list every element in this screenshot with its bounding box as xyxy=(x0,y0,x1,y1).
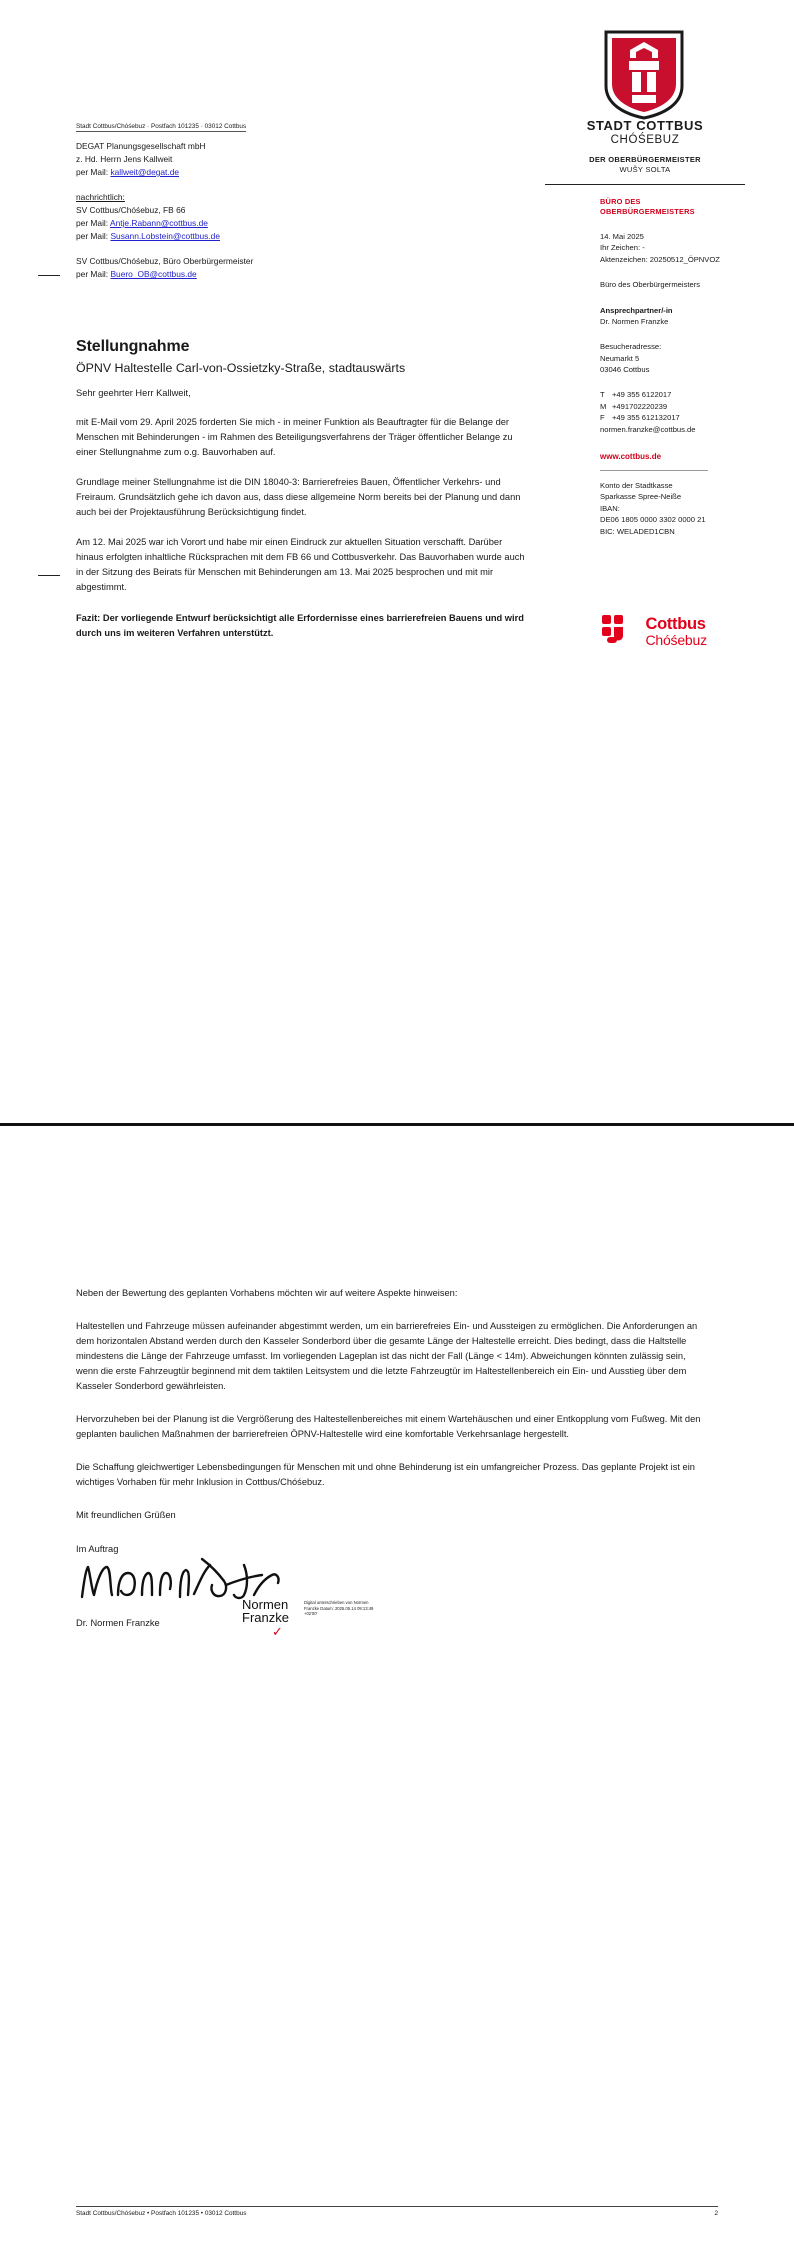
page-footer xyxy=(76,2206,718,2217)
cottbus-logo-line1: Cottbus xyxy=(645,614,706,633)
your-reference: Ihr Zeichen: - xyxy=(600,243,645,253)
letter-subtitle: ÖPNV Haltestelle Carl-von-Ossietzky-Straße, stadtauswärts xyxy=(76,361,406,375)
letter-body-page2 xyxy=(76,1286,706,1575)
iban-label: IBAN: xyxy=(600,503,620,513)
cc3-mail-row xyxy=(76,268,436,281)
cc2-mail-row xyxy=(76,230,436,243)
visitor-street: Neumarkt 5 xyxy=(600,353,640,363)
cc1-mail-link[interactable]: Antje.Rabann@cottbus.de xyxy=(109,218,208,229)
cc1-mail-row xyxy=(76,217,436,230)
contact-email[interactable]: normen.franzke@cottbus.de xyxy=(600,424,696,434)
bic-value: BIC: WELADED1CBN xyxy=(600,526,675,536)
phone-number: +49 355 6122017 xyxy=(612,390,672,400)
website-link[interactable]: www.cottbus.de xyxy=(600,452,662,462)
cc2-mail-label: per Mail: xyxy=(76,231,111,242)
office-name: Büro des Oberbürgermeisters xyxy=(600,280,701,290)
cc3-block xyxy=(76,255,436,281)
cc1-org: SV Cottbus/Chóśebuz, FB 66 xyxy=(76,205,186,216)
cottbus-coat-of-arms-icon xyxy=(602,28,686,120)
footer-text: Stadt Cottbus/Chóśebuz • Postfach 101235 • 03012 Cottbus xyxy=(76,2210,247,2217)
brand-department: DER OBERBÜRGERMEISTER xyxy=(589,155,701,164)
recipient-person: z. Hd. Herrn Jens Kallweit xyxy=(76,154,173,165)
brand-city: STADT COTTBUS xyxy=(586,118,704,133)
contact-details-block xyxy=(600,389,760,435)
letter-body-page1 xyxy=(76,386,526,656)
document-page-2 xyxy=(0,1123,794,2251)
recipient-mail-label: per Mail: xyxy=(76,167,111,178)
visitor-city: 03046 Cottbus xyxy=(600,365,650,375)
phone-label: T xyxy=(600,390,605,400)
date-block xyxy=(600,231,760,265)
cc-label: nachrichtlich: xyxy=(76,192,125,203)
visitor-address-block xyxy=(600,341,760,375)
office-heading-line2: OBERBÜRGERMEISTERS xyxy=(600,206,695,216)
recipient-mail-row xyxy=(76,166,436,179)
signer-name: Dr. Normen Franzke xyxy=(76,1618,160,1628)
digital-signature-name-line1: Normen xyxy=(242,1597,289,1612)
page2-paragraph-3: Hervorzuheben bei der Planung ist die Vergrößerung des Haltestellenbereiches mit einem Wartehäuschen und einer Entkopplung vom Fußweg. Mit den geplanten baulichen Maßnahmen der barrierefreien ÖPNV-Haltestelle wird eine komfortable Verkehrsanlage hergestellt. xyxy=(76,1414,701,1440)
office-heading-line1: BÜRO DES xyxy=(600,197,641,206)
brand-city-sorbian: CHÓŚEBUZ xyxy=(610,134,680,146)
cottbus-logo-line2: Chóśebuz xyxy=(645,631,707,648)
closing-greeting: Mit freundlichen Grüßen xyxy=(76,1510,176,1521)
page2-paragraph-4: Die Schaffung gleichwertiger Lebensbedingungen für Menschen mit und ohne Behinderung ist ein umfangreicher Prozess. Das geplante Projekt ist ein wichtiges Vorhaben für mehr Inklusion in Cottbus/Chóśebuz. xyxy=(76,1462,695,1488)
letter-date: 14. Mai 2025 xyxy=(600,231,644,241)
fax-number: +49 355 612132017 xyxy=(612,413,680,423)
page2-paragraph-1: Neben der Bewertung des geplanten Vorhabens möchten wir auf weitere Aspekte hinweisen: xyxy=(76,1288,458,1298)
digital-signature-stamp xyxy=(242,1597,382,1639)
by-order: Im Auftrag xyxy=(76,1543,119,1554)
fax-label: F xyxy=(600,413,605,423)
page2-paragraph-2: Haltestellen und Fahrzeuge müssen aufeinander abgestimmt werden, um ein barrierefreies Ein- und Aussteigen zu ermöglichen. Die Anforderungen an dem horizontalen Abstand werden durch den Kasseler Sonderbord über die gesamte Länge der Haltestelle erreicht. Dies bedingt, dass die Haltstelle mindestens die Länge der Fahrzeuge umfasst. Im vorliegenden Lageplan ist das nicht der Fall (Länge < 14m). Abweichungen könnten zulässig sein, wenn die erste Fahrzeugtür beginnend mit dem taktilen Leitsystem und die letzte Fahrzeugtür im Haltestellenbereich ein Ein- und Ausstieg über dem Kasseler Sonderbord gewährleisten. xyxy=(76,1321,698,1392)
letterhead-info-column xyxy=(600,197,760,537)
brand-department-sorbian: WUŠY SOLTA xyxy=(619,165,671,174)
recipient-company: DEGAT Planungsgesellschaft mbH xyxy=(76,141,206,151)
letter-title-block xyxy=(76,338,516,375)
sidebar-divider xyxy=(600,470,708,471)
fax-row xyxy=(600,412,760,423)
mobile-label: M xyxy=(600,401,607,411)
salutation: Sehr geehrter Herr Kallweit, xyxy=(76,388,191,398)
signature-check-icon: ✓ xyxy=(272,1624,283,1639)
cottbus-logo-text xyxy=(645,616,706,648)
body-conclusion: Fazit: Der vorliegende Entwurf berücksichtigt alle Erfordernisse eines barrierefreien Bauens und wird durch uns im weiteren Verfahren unterstützt. xyxy=(76,612,524,638)
contact-block xyxy=(600,305,760,328)
document-page-1 xyxy=(0,0,794,1123)
sender-return-line: Stadt Cottbus/Chóśebuz · Postfach 101235 · 03012 Cottbus xyxy=(76,123,247,130)
cc-block xyxy=(76,191,436,243)
visitor-address-label: Besucheradresse: xyxy=(600,342,662,352)
brand-divider xyxy=(545,184,745,185)
cc2-mail-link[interactable]: Susann.Lobstein@cottbus.de xyxy=(110,231,220,242)
file-reference: Aktenzeichen: 20250512_ÖPNVOZ xyxy=(600,254,720,264)
iban-value: DE06 1805 0000 3302 0000 21 xyxy=(600,515,706,525)
cc1-mail-label: per Mail: xyxy=(76,218,110,229)
cottbus-logo xyxy=(600,612,750,651)
body-paragraph-3: Am 12. Mai 2025 war ich Vorort und habe mir einen Eindruck zur aktuellen Situation verschafft. Darüber hinaus erfolgten inhaltliche Rücksprachen mit dem FB 66 und Cottbusverkehr. Das Bauvorhaben wurde auch in der Sitzung des Beirats für Menschen mit Behinderungen am 13. Mai 2025 besprochen und mit mir abgestimmt. xyxy=(76,537,525,593)
fold-mark-top xyxy=(38,275,60,276)
body-paragraph-1: mit E-Mail vom 29. April 2025 forderten Sie mich - in meiner Funktion als Beauftragter für die Belange der Menschen mit Behinderungen - im Rahmen des Beteiligungsverfahrens der Träger öffentlicher Belange zu einer Stellungnahme zum o.g. Bauvorhaben auf. xyxy=(76,417,513,458)
letter-title: Stellungnahme xyxy=(76,338,190,355)
bank-name: Sparkasse Spree-Neiße xyxy=(600,492,682,502)
address-block xyxy=(76,140,436,281)
digital-signature-name-line2: Franzke xyxy=(242,1610,289,1625)
cc3-mail-label: per Mail: xyxy=(76,269,111,280)
bank-block xyxy=(600,480,760,537)
recipient-mail-link[interactable]: kallweit@degat.de xyxy=(110,167,180,178)
cottbus-logo-mark-icon xyxy=(600,612,634,651)
phone-row xyxy=(600,389,760,400)
fold-mark-bottom xyxy=(38,575,60,576)
contact-name: Dr. Normen Franzke xyxy=(600,316,669,326)
digital-signature-meta: Digital unterschrieben von Normen Franzke Datum: 2025.05.14 09:13:49 +02'00' xyxy=(304,1600,374,1617)
cc3-org: SV Cottbus/Chóśebuz, Büro Oberbürgermeister xyxy=(76,256,254,267)
brand-block xyxy=(545,118,745,185)
bank-heading: Konto der Stadtkasse xyxy=(600,481,673,491)
mobile-row xyxy=(600,401,760,412)
cc3-mail-link[interactable]: Buero_OB@cottbus.de xyxy=(110,269,197,280)
contact-label: Ansprechpartner/-in xyxy=(600,305,673,315)
page-number: 2 xyxy=(714,2210,718,2217)
body-paragraph-2: Grundlage meiner Stellungnahme ist die DIN 18040-3: Barrierefreies Bauen, Öffentlicher Verkehrs- und Freiraum. Grundsätzlich gehe ich davon aus, dass diese allgemeine Norm bereits bei der Planung und dann auch bei der Projektausführung Berücksichtigung findet. xyxy=(76,477,521,518)
mobile-number: +491702220239 xyxy=(612,401,668,411)
